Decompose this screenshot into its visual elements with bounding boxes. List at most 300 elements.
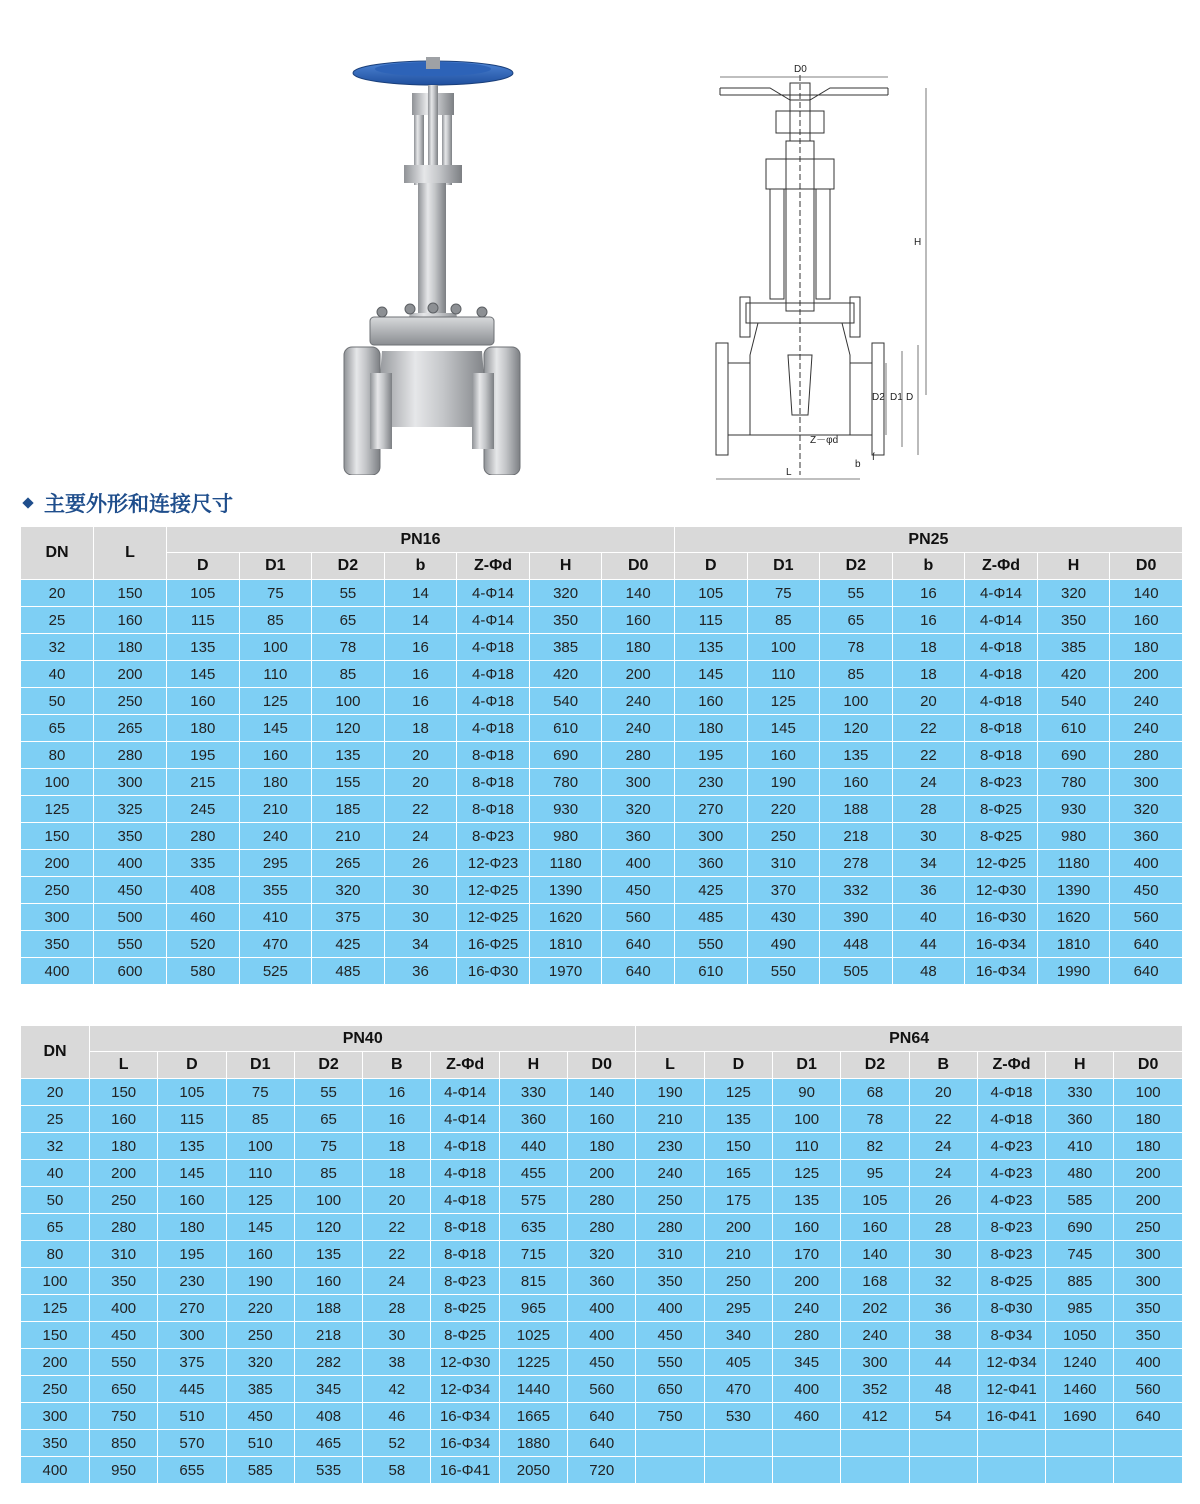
table-cell: 640 — [1110, 931, 1183, 958]
table-cell: 16-Φ30 — [457, 958, 530, 985]
table-cell: 350 — [21, 1430, 90, 1457]
table-cell: 4-Φ23 — [977, 1187, 1045, 1214]
table-cell: 40 — [21, 661, 94, 688]
table-cell: 135 — [294, 1241, 362, 1268]
table-row — [21, 1133, 1183, 1160]
table-cell: 410 — [1046, 1133, 1114, 1160]
table-cell: 50 — [21, 1187, 90, 1214]
table-cell: 350 — [1114, 1295, 1182, 1322]
table-cell: 330 — [1046, 1079, 1114, 1106]
table-cell: 455 — [499, 1160, 567, 1187]
table-cell: 80 — [21, 742, 94, 769]
table-cell: 145 — [747, 715, 820, 742]
table-cell: 25 — [21, 607, 94, 634]
table-row — [21, 1160, 1183, 1187]
table-cell: 24 — [363, 1268, 431, 1295]
table-cell: 210 — [312, 823, 385, 850]
col-header: D0 — [602, 553, 675, 580]
table-cell: 24 — [892, 769, 965, 796]
table-cell: 250 — [1114, 1214, 1182, 1241]
table-cell: 135 — [773, 1187, 841, 1214]
table-cell: 16 — [384, 661, 457, 688]
table-cell: 335 — [167, 850, 240, 877]
table-cell: 985 — [1046, 1295, 1114, 1322]
table-cell: 250 — [90, 1187, 158, 1214]
table-cell: 300 — [94, 769, 167, 796]
table-cell: 610 — [1037, 715, 1110, 742]
table-cell: 16 — [384, 634, 457, 661]
table-cell: 280 — [773, 1322, 841, 1349]
table-cell: 75 — [747, 580, 820, 607]
col-header: D — [674, 553, 747, 580]
table-cell: 180 — [94, 634, 167, 661]
table-cell: 200 — [1114, 1160, 1182, 1187]
col-header: D — [158, 1052, 226, 1079]
table-cell: 310 — [747, 850, 820, 877]
table-cell: 46 — [363, 1403, 431, 1430]
table-cell: 36 — [892, 877, 965, 904]
table-cell: 180 — [568, 1133, 636, 1160]
table-cell: 980 — [529, 823, 602, 850]
table-cell: 655 — [158, 1457, 226, 1484]
table-cell: 408 — [167, 877, 240, 904]
table-cell: 485 — [312, 958, 385, 985]
table-cell: 410 — [239, 904, 312, 931]
table-cell: 55 — [312, 580, 385, 607]
table-cell: 352 — [841, 1376, 909, 1403]
table-cell: 190 — [636, 1079, 704, 1106]
table-cell: 110 — [747, 661, 820, 688]
table-cell: 65 — [820, 607, 893, 634]
table-cell: 75 — [226, 1079, 294, 1106]
table-cell: 4-Φ18 — [965, 661, 1038, 688]
table-cell: 160 — [239, 742, 312, 769]
table-row — [21, 580, 1183, 607]
table-cell: 145 — [226, 1214, 294, 1241]
table-cell: 180 — [1114, 1106, 1182, 1133]
table-cell: 400 — [90, 1295, 158, 1322]
table-cell: 460 — [167, 904, 240, 931]
table-cell: 560 — [1110, 904, 1183, 931]
table-cell: 32 — [909, 1268, 977, 1295]
table-cell: 580 — [167, 958, 240, 985]
table-cell: 8-Φ18 — [457, 796, 530, 823]
table-cell: 44 — [892, 931, 965, 958]
table-cell: 16 — [892, 607, 965, 634]
table-cell: 350 — [21, 931, 94, 958]
table-cell: 135 — [704, 1106, 772, 1133]
table-cell: 42 — [363, 1376, 431, 1403]
table-cell: 150 — [94, 580, 167, 607]
table-cell: 16-Φ34 — [431, 1430, 499, 1457]
table-cell: 30 — [363, 1322, 431, 1349]
table-cell: 200 — [21, 850, 94, 877]
table-row — [21, 904, 1183, 931]
table-cell: 180 — [167, 715, 240, 742]
table-cell: 140 — [602, 580, 675, 607]
table-cell: 20 — [384, 769, 457, 796]
table-cell: 1180 — [1037, 850, 1110, 877]
table-cell: 540 — [1037, 688, 1110, 715]
table-cell: 125 — [21, 1295, 90, 1322]
table-cell: 18 — [384, 715, 457, 742]
table-cell: 180 — [1110, 634, 1183, 661]
table-cell: 450 — [90, 1322, 158, 1349]
table-cell: 350 — [90, 1268, 158, 1295]
table-cell — [841, 1457, 909, 1484]
table-cell: 50 — [21, 688, 94, 715]
table-cell: 34 — [384, 931, 457, 958]
table-row — [21, 796, 1183, 823]
table-cell: 350 — [1037, 607, 1110, 634]
table-cell: 16-Φ25 — [457, 931, 530, 958]
table-row — [21, 931, 1183, 958]
table-cell: 610 — [674, 958, 747, 985]
table-cell: 650 — [636, 1376, 704, 1403]
table-cell: 18 — [363, 1133, 431, 1160]
table-cell: 8-Φ25 — [431, 1322, 499, 1349]
col-header: L — [90, 1052, 158, 1079]
table-cell: 140 — [1110, 580, 1183, 607]
table-cell: 505 — [820, 958, 893, 985]
table-cell: 12-Φ23 — [457, 850, 530, 877]
table-cell: 360 — [674, 850, 747, 877]
table-cell: 200 — [94, 661, 167, 688]
table-cell: 135 — [312, 742, 385, 769]
table-cell: 140 — [841, 1241, 909, 1268]
table-cell: 110 — [773, 1133, 841, 1160]
table-cell: 570 — [158, 1430, 226, 1457]
table-cell: 2050 — [499, 1457, 567, 1484]
table-cell: 30 — [909, 1241, 977, 1268]
table-cell: 12-Φ34 — [977, 1349, 1045, 1376]
table-cell: 16-Φ30 — [965, 904, 1038, 931]
table-cell: 40 — [892, 904, 965, 931]
table-cell: 160 — [1110, 607, 1183, 634]
table-cell: 190 — [747, 769, 820, 796]
table-cell: 200 — [602, 661, 675, 688]
table-cell: 965 — [499, 1295, 567, 1322]
table-row — [21, 1268, 1183, 1295]
table-cell: 450 — [226, 1403, 294, 1430]
table-cell: 180 — [674, 715, 747, 742]
table-row — [21, 715, 1183, 742]
col-header-dn: DN — [21, 1026, 90, 1079]
table-cell: 160 — [602, 607, 675, 634]
table-cell: 78 — [841, 1106, 909, 1133]
table-row — [21, 1214, 1183, 1241]
dim-h-label: H — [914, 237, 922, 248]
table-cell: 280 — [568, 1187, 636, 1214]
table-cell: 8-Φ34 — [977, 1322, 1045, 1349]
table-cell: 188 — [820, 796, 893, 823]
table-cell: 135 — [158, 1133, 226, 1160]
table-cell: 135 — [820, 742, 893, 769]
table-cell: 115 — [674, 607, 747, 634]
table-cell: 16-Φ41 — [431, 1457, 499, 1484]
table-row — [21, 661, 1183, 688]
table-cell: 420 — [529, 661, 602, 688]
table-cell: 105 — [674, 580, 747, 607]
col-header: Z-Φd — [457, 553, 530, 580]
table-cell: 135 — [674, 634, 747, 661]
table-cell: 1620 — [529, 904, 602, 931]
table-cell: 780 — [529, 769, 602, 796]
table-cell: 4-Φ18 — [965, 634, 1038, 661]
table-cell: 160 — [820, 769, 893, 796]
section-title-text: 主要外形和连接尺寸 — [44, 492, 233, 516]
table-cell: 125 — [773, 1160, 841, 1187]
table-cell: 36 — [384, 958, 457, 985]
table-cell: 40 — [21, 1160, 90, 1187]
table-cell: 4-Φ14 — [457, 580, 530, 607]
table-cell: 85 — [239, 607, 312, 634]
table-cell: 850 — [90, 1430, 158, 1457]
table-cell: 350 — [529, 607, 602, 634]
table-cell: 155 — [312, 769, 385, 796]
table-cell: 4-Φ18 — [457, 661, 530, 688]
table-cell: 250 — [747, 823, 820, 850]
table-cell: 180 — [602, 634, 675, 661]
table-cell: 125 — [21, 796, 94, 823]
table-cell: 160 — [841, 1214, 909, 1241]
table-cell: 100 — [226, 1133, 294, 1160]
table-cell: 360 — [568, 1268, 636, 1295]
table-cell: 715 — [499, 1241, 567, 1268]
table-cell: 465 — [294, 1430, 362, 1457]
table-cell: 4-Φ18 — [457, 715, 530, 742]
table-cell: 4-Φ14 — [965, 607, 1038, 634]
table-cell: 240 — [1110, 715, 1183, 742]
table-cell: 470 — [704, 1376, 772, 1403]
table-cell: 200 — [21, 1349, 90, 1376]
table-cell: 105 — [167, 580, 240, 607]
dim-d-label: D — [906, 392, 914, 403]
table-cell: 30 — [892, 823, 965, 850]
group-header: PN64 — [636, 1026, 1182, 1052]
table-cell: 550 — [636, 1349, 704, 1376]
table-cell: 125 — [747, 688, 820, 715]
col-header: H — [499, 1052, 567, 1079]
table-cell: 425 — [312, 931, 385, 958]
table-cell: 1810 — [529, 931, 602, 958]
table-cell: 300 — [674, 823, 747, 850]
table-cell — [909, 1457, 977, 1484]
table-cell: 450 — [636, 1322, 704, 1349]
table-cell: 22 — [909, 1106, 977, 1133]
table-cell: 1240 — [1046, 1349, 1114, 1376]
table-cell: 1810 — [1037, 931, 1110, 958]
table-cell: 300 — [1114, 1241, 1182, 1268]
table-cell: 100 — [773, 1106, 841, 1133]
dim-l-label: L — [786, 467, 792, 478]
table-cell: 560 — [568, 1376, 636, 1403]
table-cell: 1460 — [1046, 1376, 1114, 1403]
table-cell: 18 — [363, 1160, 431, 1187]
table-cell: 250 — [21, 877, 94, 904]
table-row — [21, 1295, 1183, 1322]
table-cell: 8-Φ25 — [965, 823, 1038, 850]
table-cell: 295 — [704, 1295, 772, 1322]
table-cell: 140 — [568, 1079, 636, 1106]
section-title — [24, 488, 233, 518]
table-cell: 105 — [841, 1187, 909, 1214]
table-cell: 400 — [1110, 850, 1183, 877]
table-cell: 930 — [1037, 796, 1110, 823]
table-cell: 202 — [841, 1295, 909, 1322]
table-row — [21, 1106, 1183, 1133]
table-cell: 510 — [158, 1403, 226, 1430]
table-cell: 400 — [1114, 1349, 1182, 1376]
table-cell: 65 — [294, 1106, 362, 1133]
col-header: D2 — [294, 1052, 362, 1079]
table-cell: 14 — [384, 580, 457, 607]
table-cell: 16-Φ34 — [965, 958, 1038, 985]
table-cell: 16-Φ41 — [977, 1403, 1045, 1430]
col-header: Z-Φd — [431, 1052, 499, 1079]
table-cell: 815 — [499, 1268, 567, 1295]
table-cell: 450 — [94, 877, 167, 904]
col-header: D0 — [1110, 553, 1183, 580]
table-cell: 28 — [363, 1295, 431, 1322]
table-cell: 22 — [892, 742, 965, 769]
table-cell: 300 — [602, 769, 675, 796]
table-cell: 745 — [1046, 1241, 1114, 1268]
table-cell: 450 — [1110, 877, 1183, 904]
col-header: L — [636, 1052, 704, 1079]
table-cell: 145 — [239, 715, 312, 742]
table-cell: 100 — [1114, 1079, 1182, 1106]
table-cell: 300 — [841, 1349, 909, 1376]
table-cell: 385 — [226, 1376, 294, 1403]
table-cell: 48 — [909, 1376, 977, 1403]
table-cell: 640 — [568, 1403, 636, 1430]
table-cell: 280 — [167, 823, 240, 850]
table-cell: 400 — [568, 1322, 636, 1349]
table-cell: 82 — [841, 1133, 909, 1160]
table-cell: 8-Φ18 — [965, 715, 1038, 742]
table-cell: 1440 — [499, 1376, 567, 1403]
table-cell: 16 — [384, 688, 457, 715]
table-cell: 160 — [773, 1214, 841, 1241]
table-cell: 8-Φ25 — [965, 796, 1038, 823]
table-cell: 930 — [529, 796, 602, 823]
table-cell: 320 — [602, 796, 675, 823]
table-cell: 310 — [636, 1241, 704, 1268]
table-cell — [636, 1457, 704, 1484]
table-cell: 4-Φ18 — [977, 1079, 1045, 1106]
table-cell: 195 — [158, 1241, 226, 1268]
table-cell: 350 — [1114, 1322, 1182, 1349]
table-cell: 160 — [90, 1106, 158, 1133]
table-cell: 4-Φ14 — [431, 1106, 499, 1133]
dimensions-table-pn40-pn64 — [20, 1025, 1183, 1484]
table-cell: 200 — [568, 1160, 636, 1187]
table-cell: 320 — [1037, 580, 1110, 607]
table-cell: 640 — [1110, 958, 1183, 985]
table-cell: 230 — [636, 1133, 704, 1160]
table-cell: 170 — [773, 1241, 841, 1268]
table-cell: 230 — [158, 1268, 226, 1295]
table-cell: 550 — [674, 931, 747, 958]
table-cell: 525 — [239, 958, 312, 985]
table-cell: 320 — [1110, 796, 1183, 823]
col-header: Z-Φd — [977, 1052, 1045, 1079]
table-cell: 370 — [747, 877, 820, 904]
table-cell: 125 — [239, 688, 312, 715]
col-header: H — [1037, 553, 1110, 580]
valve-dimension-drawing — [700, 55, 940, 485]
table-cell: 16 — [363, 1079, 431, 1106]
table-cell: 230 — [674, 769, 747, 796]
table-cell: 52 — [363, 1430, 431, 1457]
col-header: D2 — [841, 1052, 909, 1079]
table-cell: 12-Φ34 — [431, 1376, 499, 1403]
table-cell: 12-Φ25 — [457, 904, 530, 931]
table-cell: 175 — [704, 1187, 772, 1214]
table-cell: 150 — [21, 1322, 90, 1349]
table-cell: 16-Φ34 — [431, 1403, 499, 1430]
col-header: D1 — [773, 1052, 841, 1079]
table-cell — [1114, 1430, 1182, 1457]
table-cell: 22 — [892, 715, 965, 742]
table-cell: 150 — [21, 823, 94, 850]
table-row — [21, 1430, 1183, 1457]
table-cell: 510 — [226, 1430, 294, 1457]
table-cell: 78 — [312, 634, 385, 661]
table-cell: 1620 — [1037, 904, 1110, 931]
table-cell: 360 — [1110, 823, 1183, 850]
table-cell: 14 — [384, 607, 457, 634]
table-cell: 240 — [773, 1295, 841, 1322]
table-cell: 375 — [158, 1349, 226, 1376]
table-cell — [636, 1430, 704, 1457]
table-cell: 1390 — [1037, 877, 1110, 904]
table-cell: 8-Φ23 — [965, 769, 1038, 796]
table-cell: 240 — [602, 688, 675, 715]
table-cell: 440 — [499, 1133, 567, 1160]
table-cell: 4-Φ18 — [965, 688, 1038, 715]
table-cell: 20 — [892, 688, 965, 715]
table-cell: 420 — [1037, 661, 1110, 688]
table-cell: 16 — [892, 580, 965, 607]
table-row — [21, 1079, 1183, 1106]
table-cell: 520 — [167, 931, 240, 958]
table-cell: 300 — [1114, 1268, 1182, 1295]
dim-d0-label: D0 — [794, 64, 807, 75]
table-cell: 270 — [158, 1295, 226, 1322]
col-header: H — [529, 553, 602, 580]
table-cell: 375 — [312, 904, 385, 931]
table-cell: 560 — [1114, 1376, 1182, 1403]
table-cell: 120 — [820, 715, 893, 742]
table-cell: 350 — [636, 1268, 704, 1295]
table-cell: 150 — [704, 1133, 772, 1160]
table-cell: 210 — [704, 1241, 772, 1268]
table-cell: 650 — [90, 1376, 158, 1403]
table-cell: 448 — [820, 931, 893, 958]
table-cell: 300 — [158, 1322, 226, 1349]
table-cell: 240 — [239, 823, 312, 850]
table-cell: 115 — [167, 607, 240, 634]
col-header: B — [363, 1052, 431, 1079]
col-header: D2 — [312, 553, 385, 580]
table-cell: 115 — [158, 1106, 226, 1133]
table-cell: 28 — [892, 796, 965, 823]
dim-d1-label: D1 — [890, 392, 903, 403]
table-cell: 460 — [773, 1403, 841, 1430]
table-cell: 240 — [841, 1322, 909, 1349]
